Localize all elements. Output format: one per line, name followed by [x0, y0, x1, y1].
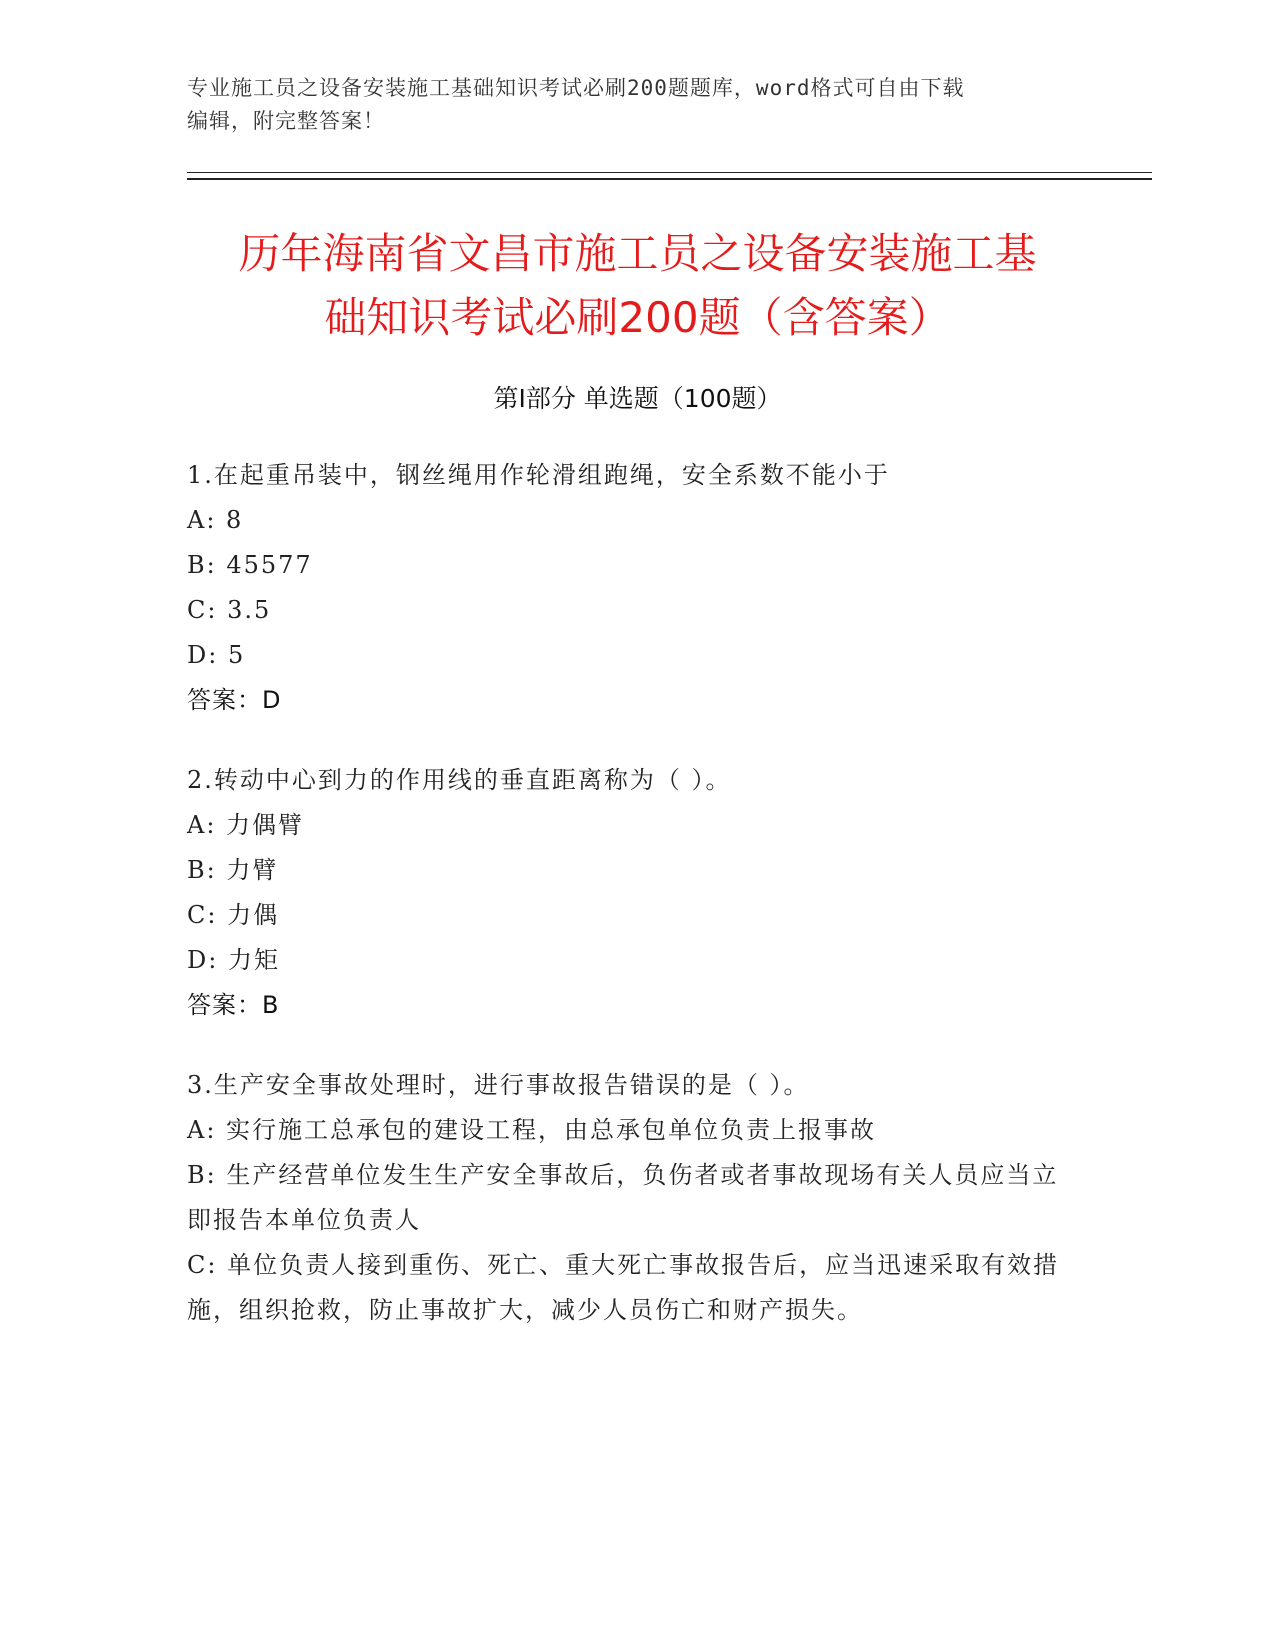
option-d: D: 5 [187, 641, 246, 669]
question-2 [187, 758, 1087, 1028]
document-title [150, 222, 1125, 350]
answer: 答案：B [187, 991, 280, 1019]
option-a: A: 8 [187, 506, 244, 534]
option-b: B: 45577 [187, 551, 313, 579]
question-stem: 3.生产安全事故处理时，进行事故报告错误的是（ ）。 [187, 1071, 810, 1099]
question-1 [187, 453, 1087, 723]
document-title-line2: 础知识考试必刷200题（含答案） [324, 293, 951, 342]
option-a: A: 实行施工总承包的建设工程，由总承包单位负责上报事故 [187, 1116, 877, 1144]
option-a: A: 力偶臂 [187, 811, 305, 839]
document-title-line1: 历年海南省文昌市施工员之设备安装施工基 [238, 229, 1037, 278]
section-heading: 第Ⅰ部分 单选题（100题） [493, 384, 782, 413]
header-note-line1: 专业施工员之设备安装施工基础知识考试必刷200题题库，word格式可自由下载 [187, 76, 965, 100]
header-divider-thin [187, 172, 1152, 173]
option-b: B: 生产经营单位发生生产安全事故后，负伤者或者事故现场有关人员应当立即报告本单位负责人 [187, 1161, 1059, 1234]
header-note [187, 72, 1067, 138]
header-divider-thick [187, 178, 1152, 180]
question-3 [187, 1063, 1087, 1333]
question-stem: 1.在起重吊装中，钢丝绳用作轮滑组跑绳，安全系数不能小于 [187, 461, 890, 489]
option-b: B: 力臂 [187, 856, 279, 884]
header-note-line2: 编辑，附完整答案！ [187, 109, 385, 133]
option-c: C: 3.5 [187, 596, 272, 624]
question-stem: 2.转动中心到力的作用线的垂直距离称为（ ）。 [187, 766, 732, 794]
option-d: D: 力矩 [187, 946, 280, 974]
answer: 答案：D [187, 686, 282, 714]
option-c: C: 力偶 [187, 901, 280, 929]
option-c: C: 单位负责人接到重伤、死亡、重大死亡事故报告后，应当迅速采取有效措施，组织抢救，防止事故扩大，减少人员伤亡和财产损失。 [187, 1251, 1060, 1324]
